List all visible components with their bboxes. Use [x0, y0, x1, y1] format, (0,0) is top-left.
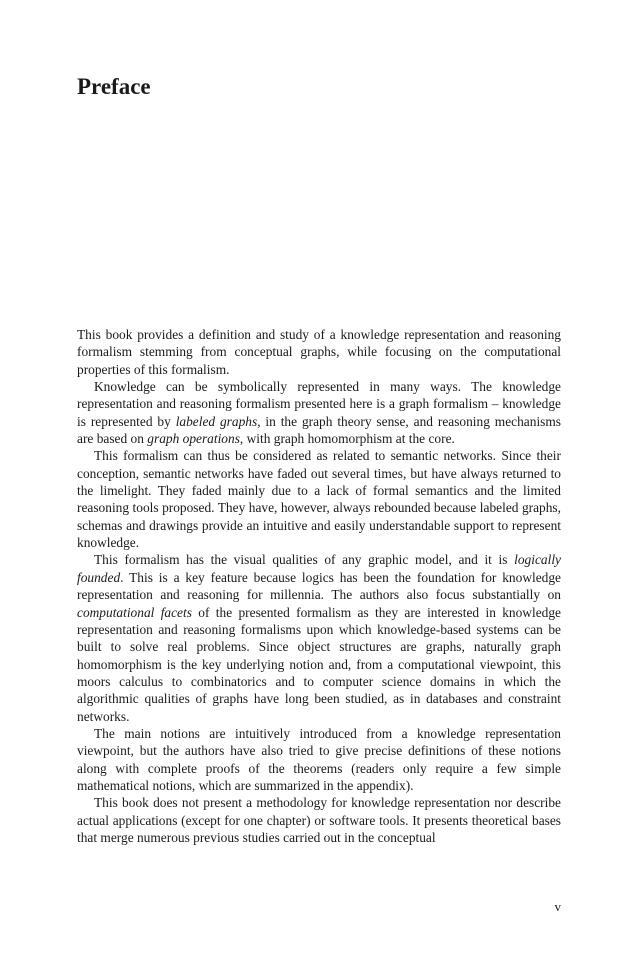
text-run: , in the graph theory sense, and reasoning mechanisms are based on — [77, 413, 561, 447]
text-run: The main notions are intuitively introduced from a knowledge representation viewpoint, but the authors have also tried to give precise definitions of these notions along with complete proofs of the theorems (readers only require a few simple mathematical notions, which are summarized in the appendix). — [77, 725, 561, 793]
text-run: This book provides a definition and study of a knowledge representation and reasoning formalism stemming from conceptual graphs, while focusing on the computational properties of this formalism. — [77, 327, 561, 377]
paragraph — [77, 551, 561, 724]
preface-body — [77, 326, 561, 846]
text-run: of the presented formalism as they are interested in knowledge representation and reasoning formalisms upon which knowledge-based systems can be built to solve real problems. Since object structures are graphs, naturally graph homomorphism is the key underlying notion and, from a computational viewpoint, this moors calculus to combinatorics and to computer science domains in which the algorithmic qualities of graphs have long been studied, as in databases and constraint networks. — [77, 604, 561, 724]
text-run: This formalism has the visual qualities of any graphic model, and it is — [94, 552, 515, 568]
paragraph — [77, 725, 561, 794]
italic-text: labeled graphs — [175, 413, 258, 429]
paragraph — [77, 447, 561, 551]
paragraph — [77, 378, 561, 447]
italic-text: logically founded — [77, 552, 561, 585]
paragraph — [77, 326, 561, 378]
italic-text: computational facets — [77, 604, 192, 620]
chapter-heading: Preface — [77, 74, 151, 99]
italic-text: graph operations — [147, 431, 240, 447]
page-number: v — [554, 899, 561, 914]
paragraph — [77, 794, 561, 846]
text-run: This book does not present a methodology for knowledge representation nor describe actual applications (except for one chapter) or software tools. It presents theoretical bases that merge numerous previous studies carried out in the conceptual — [77, 795, 561, 845]
text-run: . This is a key feature because logics has been the foundation for knowledge representation and reasoning for millennia. The authors also focus substantially on — [77, 569, 561, 603]
text-run: This formalism can thus be considered as related to semantic networks. Since their conception, semantic networks have faded out several times, but have always returned to the limelight. They faded mainly due to a lack of formal semantics and the limited reasoning tools proposed. They have, however, always rebounded because labeled graphs, schemas and drawings provide an intuitive and easily understandable support to represent knowledge. — [77, 448, 561, 551]
text-run: , with graph homomorphism at the core. — [239, 431, 455, 447]
text-run: Knowledge can be symbolically represented in many ways. The knowledge representation and reasoning formalism presented here is a graph formalism – knowledge is represented by — [77, 379, 561, 429]
